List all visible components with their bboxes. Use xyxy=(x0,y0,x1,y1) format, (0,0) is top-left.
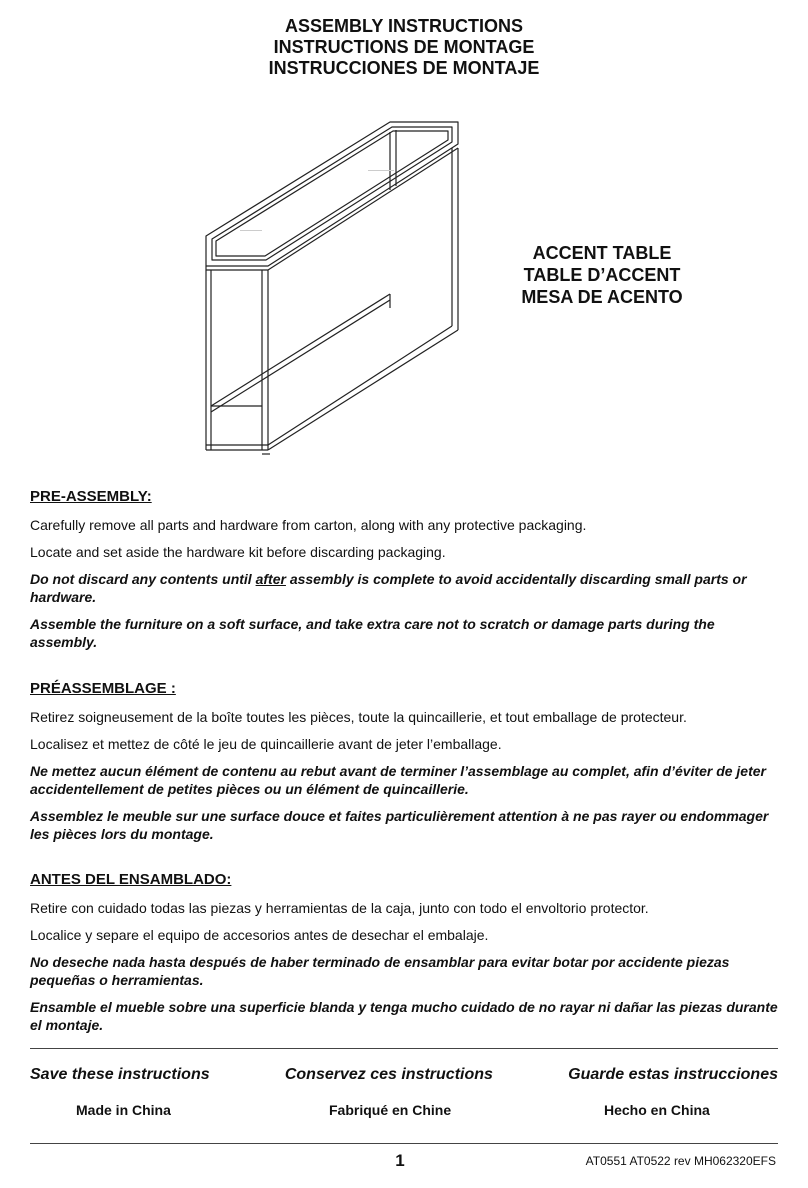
page-number: 1 xyxy=(395,1151,405,1170)
save-instructions-spanish: Guarde estas instrucciones xyxy=(568,1066,778,1083)
save-instructions-english: Save these instructions xyxy=(30,1066,210,1083)
title-french: INSTRUCTIONS DE MONTAGE xyxy=(273,37,535,57)
product-name-spanish: MESA DE ACENTO xyxy=(521,287,683,307)
product-name-french: TABLE D’ACCENT xyxy=(523,265,681,285)
warning-text-part: assembly is complete to avoid accidentally discarding small parts or hardware. xyxy=(30,571,747,605)
document-title-block xyxy=(0,16,808,79)
title-english: ASSEMBLY INSTRUCTIONS xyxy=(284,16,524,36)
decorative-mark xyxy=(240,230,262,231)
instruction-text: Localisez et mettez de côté le jeu de quincaillerie avant de jeter l’emballage. xyxy=(30,736,502,752)
save-instructions-row xyxy=(30,1066,778,1084)
product-name-block xyxy=(486,242,718,308)
made-in-english: Made in China xyxy=(76,1102,171,1118)
decorative-mark xyxy=(368,170,394,171)
product-name-english: ACCENT TABLE xyxy=(532,243,672,263)
emphasis-after: after xyxy=(255,571,286,587)
made-in-french: Fabriqué en Chine xyxy=(329,1102,452,1118)
section-heading: ANTES DEL ENSAMBLADO: xyxy=(30,871,232,888)
instruction-text: Localice y separe el equipo de accesorios antes de desechar el embalaje. xyxy=(30,927,489,943)
save-instructions-french: Conservez ces instructions xyxy=(284,1066,493,1083)
warning-text-part: Do not discard any contents until xyxy=(30,571,256,587)
warning-text: Ensamble el mueble sobre una superficie blanda y tenga mucho cuidado de no rayar ni dañar las piezas durante el montaje. xyxy=(30,999,778,1033)
instruction-text: Carefully remove all parts and hardware from carton, along with any protective packaging. xyxy=(30,517,587,533)
instruction-text: Retirez soigneusement de la boîte toutes les pièces, toute la quincaillerie, et tout emballage de protecteur. xyxy=(30,709,687,725)
pre-assembly-english xyxy=(30,488,778,660)
instruction-text: Locate and set aside the hardware kit before discarding packaging. xyxy=(30,544,446,560)
section-heading: PRÉASSEMBLAGE : xyxy=(30,680,176,697)
made-in-spanish: Hecho en China xyxy=(604,1102,710,1118)
bottom-rail xyxy=(268,330,458,450)
table-top-glass xyxy=(212,127,452,260)
section-heading: PRE-ASSEMBLY: xyxy=(30,488,152,505)
instruction-text: Retire con cuidado todas las piezas y herramientas de la caja, junto con todo el envoltorio protector. xyxy=(30,900,649,916)
warning-text: Assemble the furniture on a soft surface, and take extra care not to scratch or damage parts during the assembly. xyxy=(30,616,715,650)
warning-text: Assemblez le meuble sur une surface douce et faites particulièrement attention à ne pas rayer ou endommager les pièces lors du montage. xyxy=(30,808,769,842)
warning-text xyxy=(30,570,778,606)
title-spanish: INSTRUCCIONES DE MONTAJE xyxy=(268,58,540,78)
table-top-outline xyxy=(206,122,458,266)
table-top-edge xyxy=(206,148,458,270)
warning-text: Ne mettez aucun élément de contenu au rebut avant de terminer l’assemblage au complet, afin d’éviter de jeter accidentellement de petites pièces ou un élément de quincaillerie. xyxy=(30,763,766,797)
accent-table-illustration xyxy=(200,118,468,458)
divider-top xyxy=(30,1048,778,1049)
warning-text: No deseche nada hasta después de haber terminado de ensamblar para evitar botar por accidente piezas pequeñas o herramientas. xyxy=(30,954,730,988)
document-code: AT0551 AT0522 rev MH062320EFS xyxy=(585,1154,776,1168)
pre-assembly-french xyxy=(30,680,778,852)
divider-bottom xyxy=(30,1143,778,1144)
pre-assembly-spanish xyxy=(30,871,778,1043)
